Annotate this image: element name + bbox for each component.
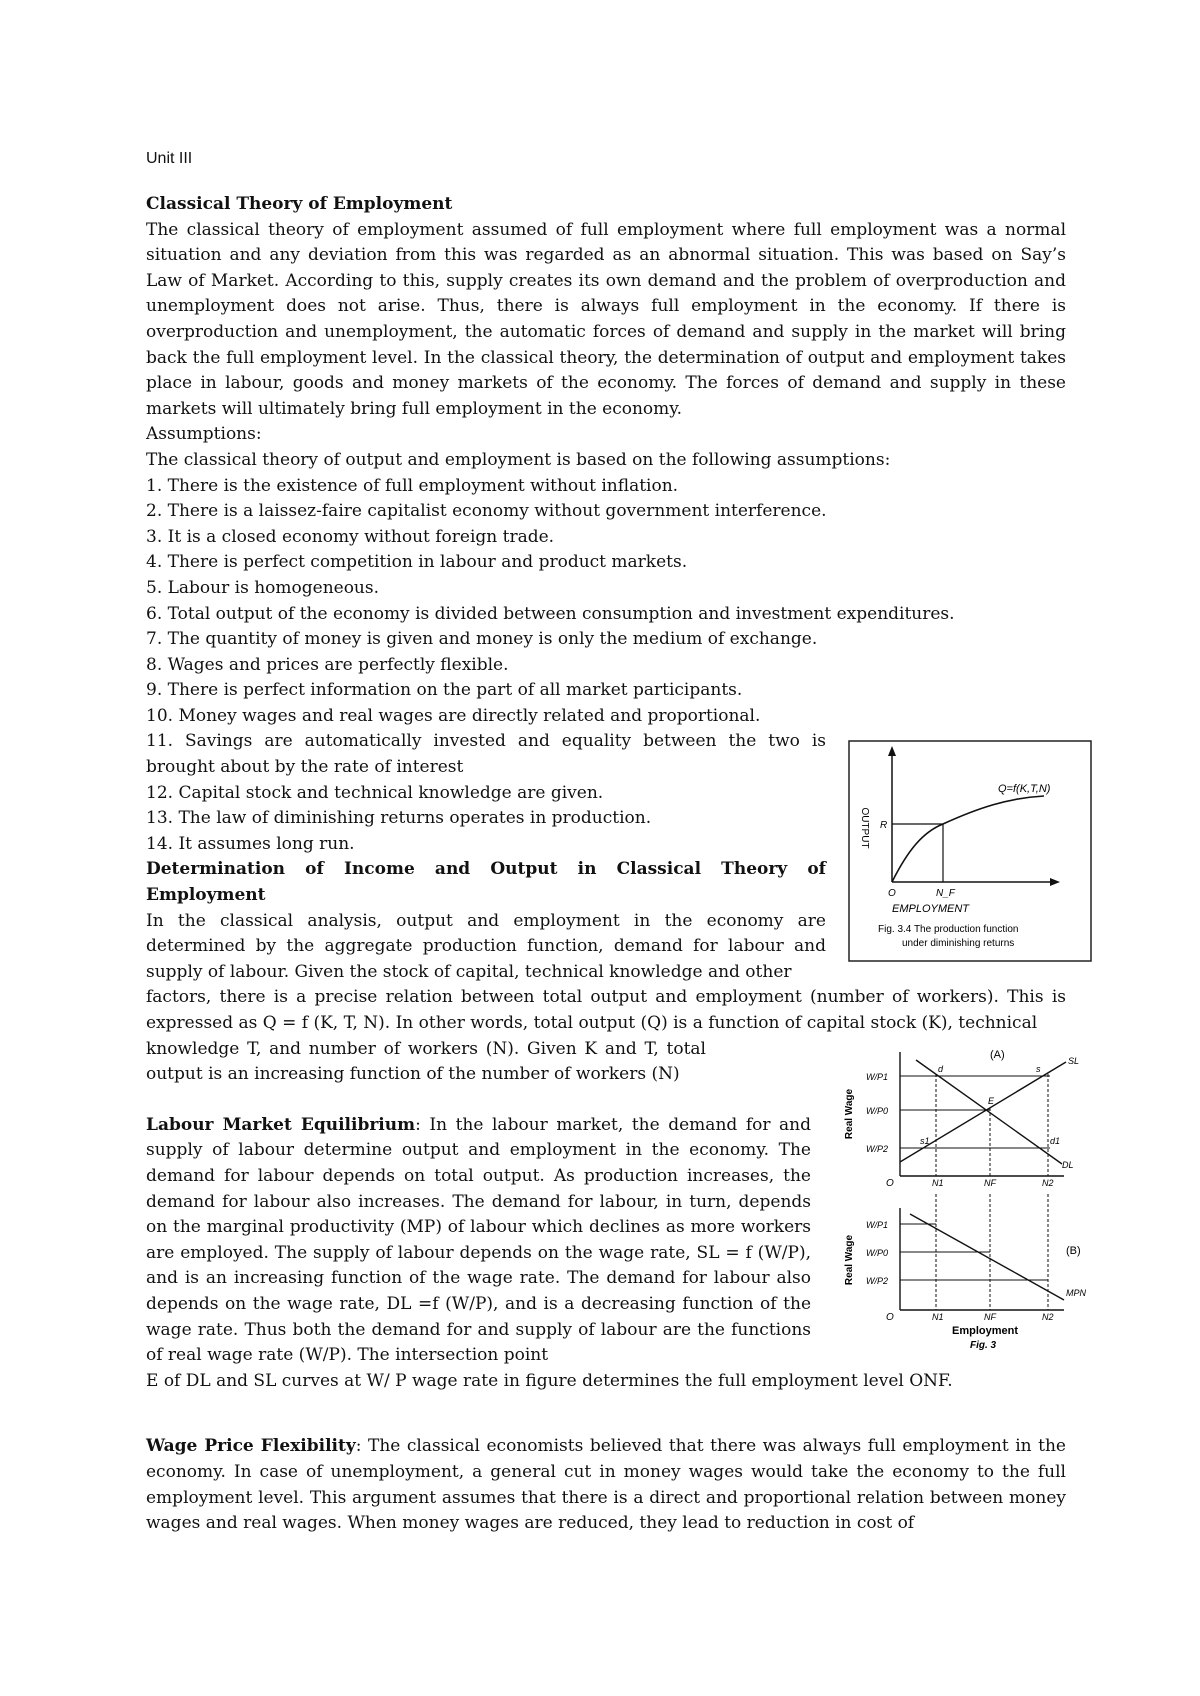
dl-label: DL [1062,1160,1074,1170]
panel-b-y-label: Real Wage [844,1234,855,1286]
determination-paragraph-a: In the classical analysis, output and employment in the economy are determined by the aggregate production function, demand for labour and supply of labour. Given the stock of capital, technical knowledge and other [146,910,826,982]
n2-label-b: N2 [1042,1312,1054,1322]
assumption-item: 11. Savings are automatically invested and equality between the two is brought about by the rate of interest [146,731,826,778]
nf-label: N_F [936,888,955,899]
figure-caption-line1: Fig. 3.4 The production function [878,924,1019,935]
production-function-figure [848,740,1092,962]
section-title-determination: Determination of Income and Output in Classical Theory of Employment [146,859,826,906]
determination-paragraph-b: factors, there is a precise relation between total output and employment (number of workers). This is expressed as Q = f (K, T, N). In other words, total output (Q) is a function of capital stock (K), technical [146,987,1066,1033]
assumption-item: 5. Labour is homogeneous. [146,577,380,598]
assumption-item: 14. It assumes long run. [146,833,355,854]
panel-a-y-label: Real Wage [844,1088,855,1140]
y-axis-arrow [888,746,896,756]
nf-label-b: NF [984,1312,996,1322]
unit-label: Unit III [146,150,193,167]
assumption-item: 4. There is perfect competition in labour and product markets. [146,552,688,573]
point-d1-label: d1 [1050,1136,1061,1146]
section-title-classical-theory: Classical Theory of Employment [146,194,453,214]
wp1-label-a: W/P1 [866,1072,889,1082]
n1-label-b: N1 [932,1312,944,1322]
production-curve [892,796,1044,882]
sl-label: SL [1068,1056,1080,1066]
assumption-item: 6. Total output of the economy is divided between consumption and investment expenditures. [146,603,955,624]
mp-label: MPN [1066,1288,1086,1298]
origin-label: O [888,888,896,899]
assumption-item: 7. The quantity of money is given and money is only the medium of exchange. [146,629,818,650]
labour-market-text-b: E of DL and SL curves at W/ P wage rate in figure determines the full employment level ONF. [146,1370,953,1391]
assumption-item: 8. Wages and prices are perfectly flexible. [146,654,509,675]
assumption-item: 2. There is a laissez-faire capitalist economy without government interference. [146,501,827,522]
panel-a-label: (A) [990,1049,1005,1061]
point-s-label: s [1036,1064,1041,1074]
production-function-chart [848,740,1092,962]
panel-b-x-label: Employment [952,1325,1019,1337]
wp1-label-b: W/P1 [866,1220,889,1230]
wage-price-title: Wage Price Flexibility [146,1436,356,1457]
origin-label-b: O [886,1312,894,1323]
wp2-label-a: W/P2 [866,1144,889,1154]
assumption-item: 1. There is the existence of full employment without inflation. [146,475,679,496]
wp2-label-b: W/P2 [866,1276,889,1286]
assumptions-intro: The classical theory of output and employment is based on the following assumptions: [146,449,891,470]
labour-market-paragraph [146,1113,811,1369]
intro-paragraph: The classical theory of employment assumed of full employment where full employment was a normal situation and any deviation from this was regarded as an abnormal situation. This was based on Say’s Law of Market. According to this, supply creates its own demand and the problem of overproduction and unemployment does not arise. Thus, there is always full employment in the economy. If there is overproduction and unemployment, the automatic forces of demand and supply in the market will bring back the full employment level. In the classical theory, the determination of output and employment takes place in labour, goods and money markets of the economy. The forces of demand and supply in these markets will ultimately bring full employment in the economy. [146,219,1066,419]
point-e-label: E [988,1096,995,1106]
mp-curve [910,1214,1064,1300]
assumption-item: 13. The law of diminishing returns operates in production. [146,808,652,829]
point-s1-label: s1 [920,1136,930,1146]
assumptions-label: Assumptions: [146,424,262,445]
curve-label: Q=f(K,T,N) [998,783,1051,795]
wage-price-text: : The classical economists believed that there was always full employment in the economy. In case of unemployment, a general cut in money wages would take the economy to the full employment level. This argument assumes that there is a direct and proportional relation between money wages and real wages. When money wages are reduced, they lead to reduction in cost of [146,1436,1066,1534]
n2-label-a: N2 [1042,1178,1054,1188]
wp0-label-b: W/P0 [866,1248,889,1258]
assumption-item: 10. Money wages and real wages are directly related and proportional. [146,705,761,726]
assumption-item: 3. It is a closed economy without foreign trade. [146,526,555,547]
x-axis-label: EMPLOYMENT [892,903,970,915]
assumption-item: 12. Capital stock and technical knowledge are given. [146,782,604,803]
nf-label-a: NF [984,1178,996,1188]
figure2-caption: Fig. 3 [970,1340,997,1351]
determination-paragraph-c: knowledge T, and number of workers (N). Given K and T, total output is an increasing function of the number of workers (N) [146,1038,706,1085]
labour-market-text: : In the labour market, the demand for and supply of labour determine output and employment in the economy. The demand for labour depends on total output. As production increases, the demand for labour also increases. The demand for labour, in turn, depends on the marginal productivity (MP) of labour which declines as more workers are employed. The supply of labour depends on the wage rate, SL = f (W/P), and is an increasing function of the wage rate. The demand for labour also depends on the wage rate, DL =f (W/P), and is a decreasing function of the wage rate. Thus both the demand for and supply of labour are the functions of real wage rate (W/P). The intersection point [146,1114,811,1366]
labour-market-chart [840,1044,1094,1356]
y-axis-label: OUTPUT [859,807,870,849]
panel-b-label: (B) [1066,1245,1081,1257]
origin-label-a: O [886,1178,894,1189]
x-axis-arrow [1050,878,1060,886]
labour-market-title: Labour Market Equilibrium [146,1114,416,1135]
wp0-label-a: W/P0 [866,1106,889,1116]
wage-price-paragraph [146,1434,1066,1536]
point-d-label: d [938,1064,944,1074]
supply-curve-sl [900,1062,1066,1162]
figure-caption-line2: under diminishing returns [902,938,1015,949]
labour-market-figure [840,1044,1094,1356]
assumption-item: 9. There is perfect information on the part of all market participants. [146,680,743,701]
n1-label-a: N1 [932,1178,944,1188]
point-r-label: R [880,820,888,831]
